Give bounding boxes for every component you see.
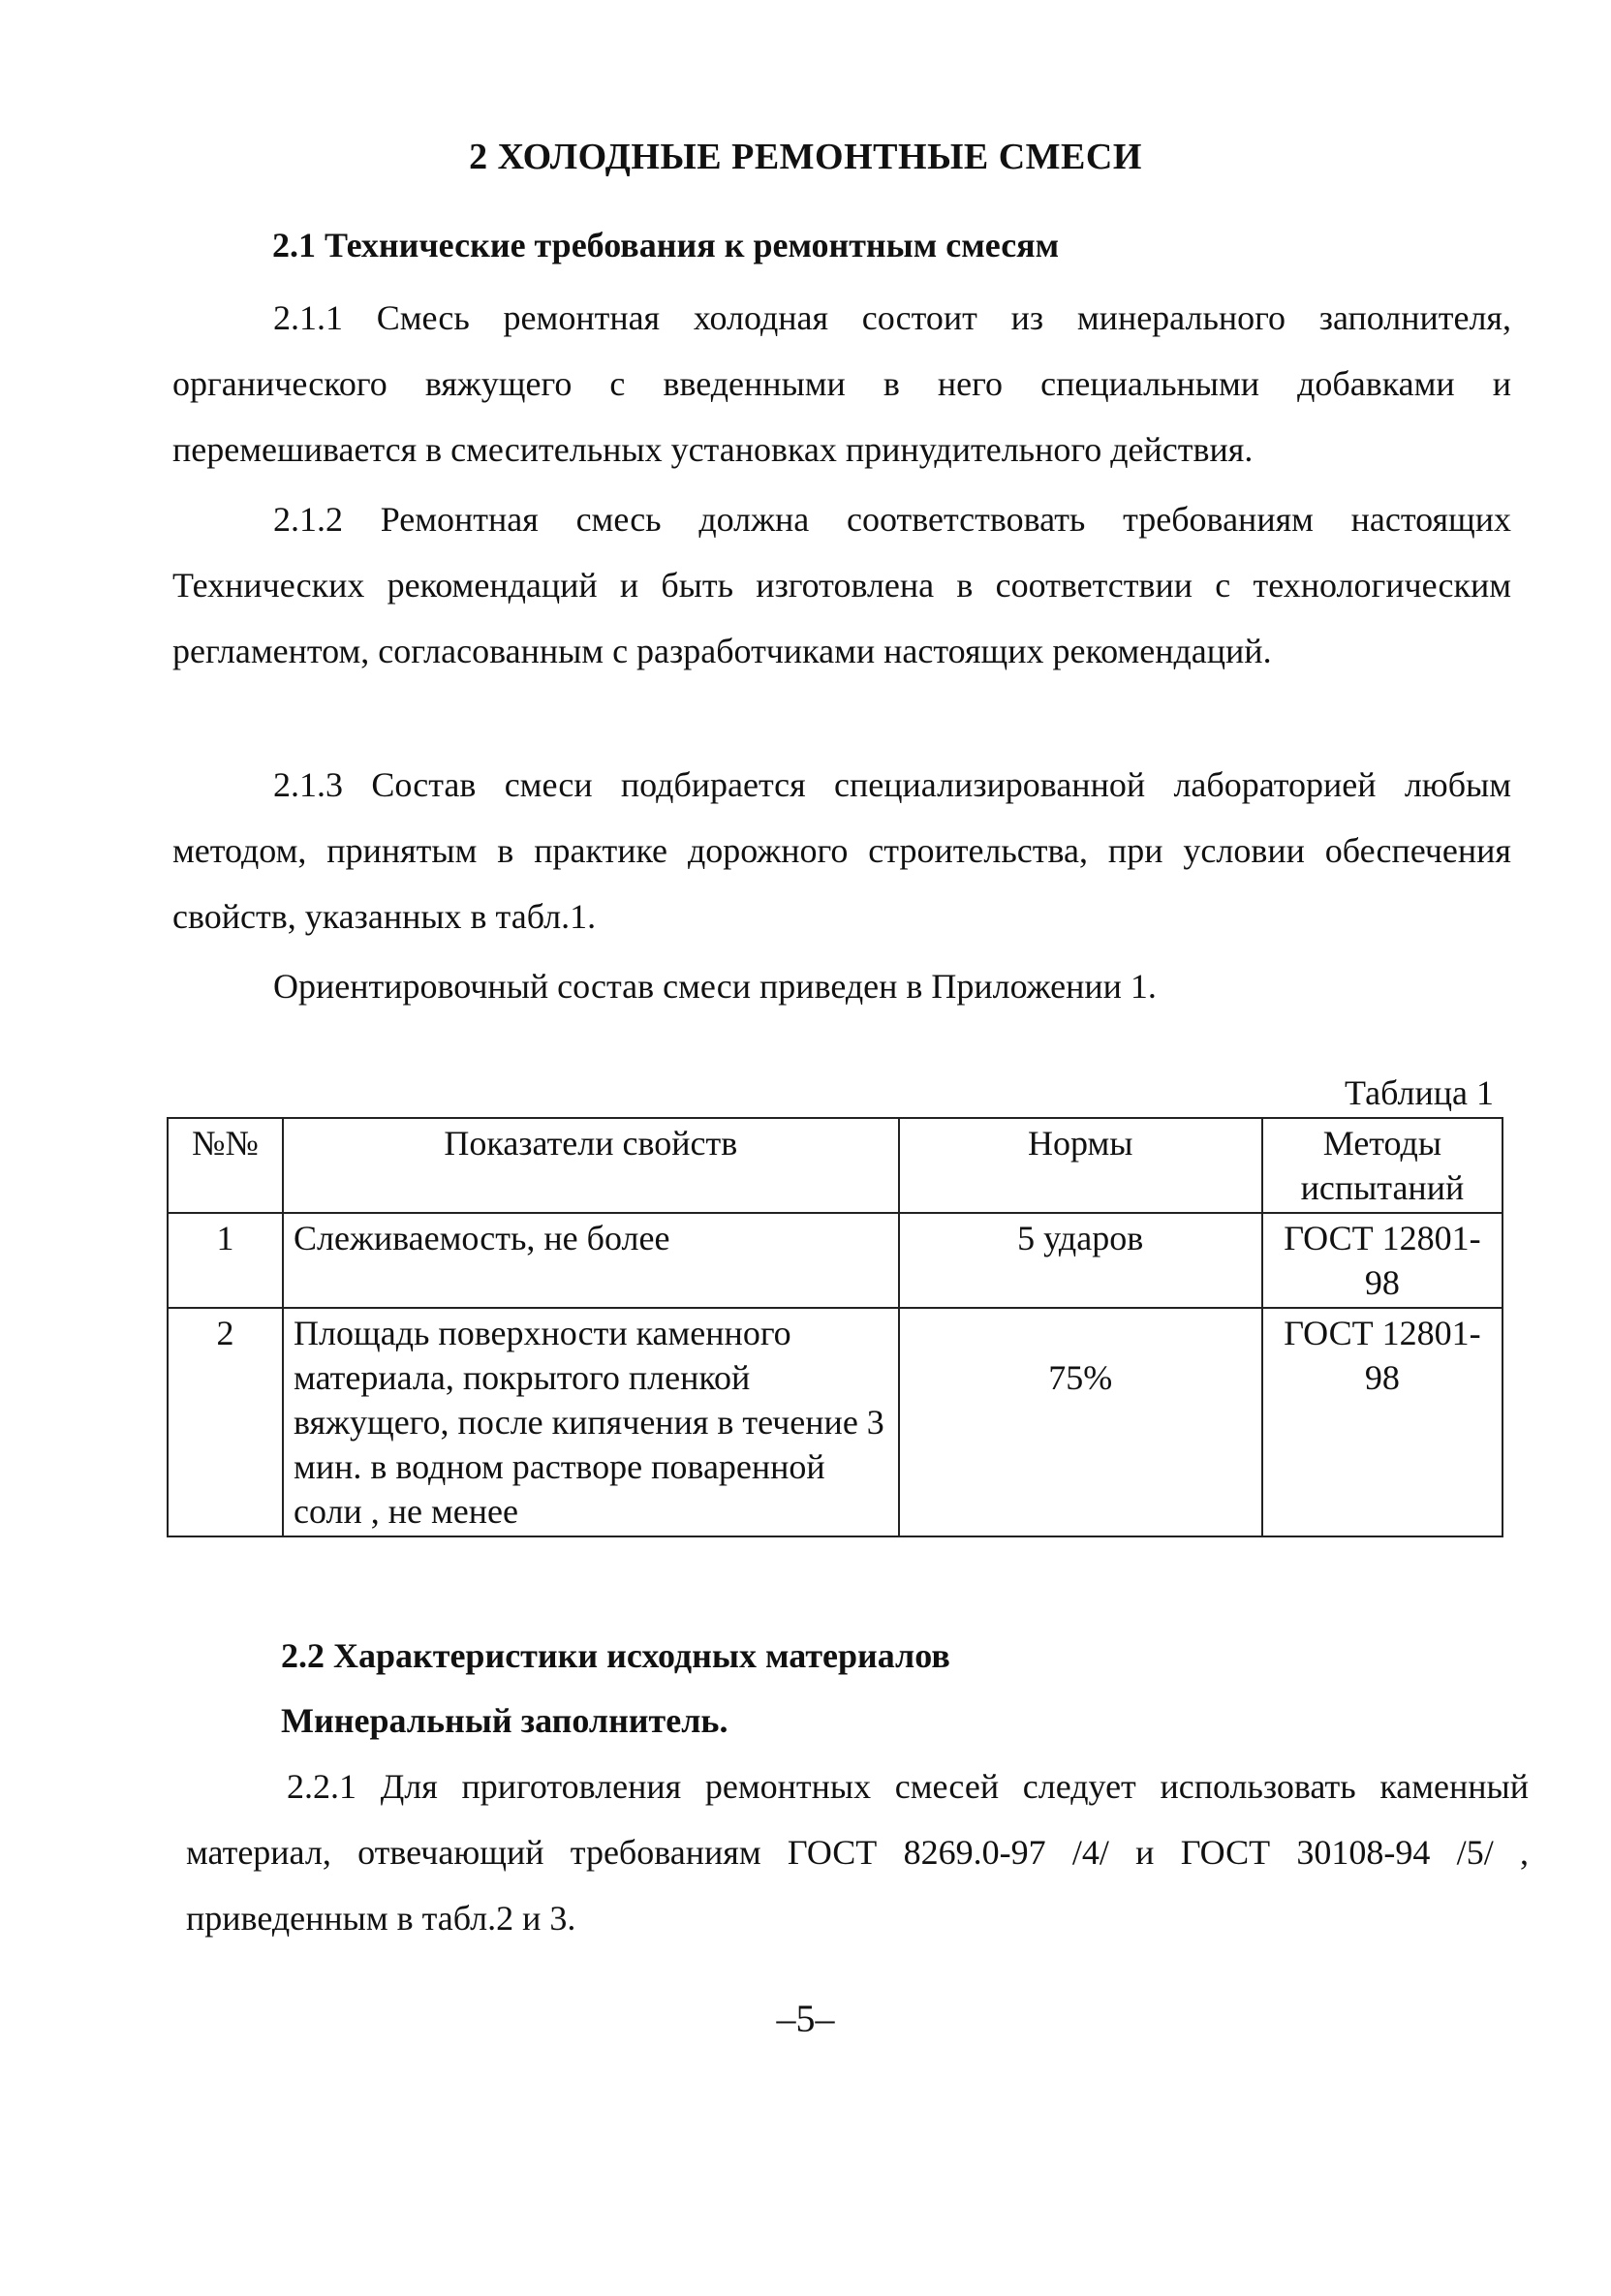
- page-number: –5–: [776, 1997, 835, 2040]
- properties-table: [167, 1117, 1503, 1537]
- section-2-2-heading: 2.2 Характеристики исходных материалов: [281, 1636, 950, 1675]
- section-2-1-heading: 2.1 Технические требования к ремонтным смесям: [272, 226, 1060, 264]
- row-number: 1: [168, 1213, 283, 1308]
- row-norm: 75%: [899, 1308, 1262, 1536]
- subheading-mineral-filler: Минеральный заполнитель.: [281, 1701, 728, 1740]
- table-header-row: [168, 1118, 1503, 1213]
- header-property: Показатели свойств: [283, 1118, 899, 1213]
- paragraph-2-1-2: 2.1.2 Ремонтная смесь должна соответствовать требованиям настоящих Технических рекомендаций и быть изготовлена в соответствии с технологическим регламентом, согласованным с разработчиками настоящих рекомендаций.: [172, 500, 1511, 670]
- paragraph-2-2-1: 2.2.1 Для приготовления ремонтных смесей следует использовать каменный материал, отвечающий требованиям ГОСТ 8269.0-97 /4/ и ГОСТ 30108-94 /5/ , приведенным в табл.2 и 3.: [186, 1767, 1529, 1938]
- table-caption: Таблица 1: [1345, 1073, 1494, 1112]
- table-row: [168, 1308, 1503, 1536]
- header-norm: Нормы: [899, 1118, 1262, 1213]
- row-number: 2: [168, 1308, 283, 1536]
- header-number: №№: [168, 1118, 283, 1213]
- row-property: Слеживаемость, не более: [283, 1213, 899, 1308]
- table-row: [168, 1213, 1503, 1308]
- paragraph-composition-note: Ориентировочный состав смеси приведен в Приложении 1.: [273, 967, 1157, 1006]
- chapter-title: 2 ХОЛОДНЫЕ РЕМОНТНЫЕ СМЕСИ: [469, 137, 1142, 177]
- header-method: Методы испытаний: [1262, 1118, 1503, 1213]
- row-method: ГОСТ 12801-98: [1262, 1213, 1503, 1308]
- row-method: ГОСТ 12801-98: [1262, 1308, 1503, 1536]
- row-property: Площадь поверхности каменного материала, покрытого пленкой вяжущего, после кипячения в течение 3 мин. в водном растворе поваренной соли , не менее: [283, 1308, 899, 1536]
- paragraph-2-1-1: 2.1.1 Смесь ремонтная холодная состоит из минерального заполнителя, органического вяжущего с введенными в него специальными добавками и перемешивается в смесительных установках принудительного действия.: [172, 298, 1511, 469]
- paragraph-2-1-3: 2.1.3 Состав смеси подбирается специализированной лабораторией любым методом, принятым в практике дорожного строительства, при условии обеспечения свойств, указанных в табл.1.: [172, 765, 1511, 936]
- row-norm: 5 ударов: [899, 1213, 1262, 1308]
